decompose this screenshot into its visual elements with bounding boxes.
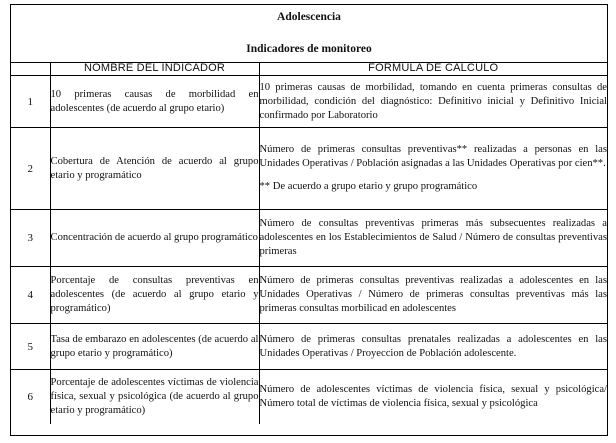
table-row <box>11 128 607 210</box>
formula-body: Número de primeras consultas prenatales realizadas a adolescentes en las Unidades Operativas / Proyeccion de Población adolescente. <box>259 333 607 359</box>
table-header-block <box>11 5 607 63</box>
formula-body: Número de primeras consultas preventivas** realizadas a personas en las Unidades Operativas / Población asignadas a las Unidades Operativas por cien**. <box>259 144 607 169</box>
formula-note: ** De acuerdo a grupo etario y grupo programático <box>259 181 478 192</box>
row-number: 1 <box>11 76 50 128</box>
column-header-number <box>11 62 50 76</box>
column-header-formula: FORMULA DE CALCULO <box>259 62 607 76</box>
indicator-name: Tasa de embarazo en adolescentes (de acuerdo al grupo etario y programático) <box>50 324 259 370</box>
column-header-indicator: NOMBRE DEL INDICADOR <box>50 62 259 76</box>
formula-text <box>259 370 607 424</box>
row-number: 2 <box>11 128 50 210</box>
indicators-table <box>11 62 607 424</box>
document-page <box>10 4 608 436</box>
indicator-name: Concentración de acuerdo al grupo programático <box>50 210 259 267</box>
formula-text <box>259 267 607 324</box>
row-number: 6 <box>11 370 50 424</box>
row-number: 3 <box>11 210 50 267</box>
indicator-name: 10 primeras causas de morbilidad en adolescentes (de acuerdo al grupo etario) <box>50 76 259 128</box>
row-number: 4 <box>11 267 50 324</box>
table-row <box>11 267 607 324</box>
table-row <box>11 76 607 128</box>
formula-body: Número de primeras consultas preventivas realizadas a adolescentes en las Unidades Operativas / Número de primeras consultas preventivas más las primeras consultas morbilicad en adolescentes <box>259 275 607 314</box>
section-title: Adolescencia <box>277 11 341 23</box>
formula-body: 10 primeras causas de morbilidad, tomando en cuenta primeras consultas de morbilidad, condición del diagnóstico: Definitivo inicial y Definitivo Inicial confirmado por Laboratorio <box>259 81 607 121</box>
formula-body: Número de adolescentes víctimas de violencia física, sexual y psicológica/ Número total de víctimas de violencia física, sexual y psicológica <box>259 383 607 409</box>
indicator-name: Cobertura de Atención de acuerdo al grupo etario y programático <box>50 128 259 210</box>
formula-body: Número de consultas preventivas primeras más subsecuentes realizadas a adolescentes en los Establecimientos de Salud / Número de consultas preventivas primeras <box>259 218 607 257</box>
section-subtitle: Indicadores de monitoreo <box>246 43 372 55</box>
formula-text <box>259 128 607 210</box>
table-row <box>11 370 607 424</box>
formula-text <box>259 76 607 128</box>
table-row <box>11 210 607 267</box>
row-number: 5 <box>11 324 50 370</box>
formula-text <box>259 324 607 370</box>
formula-text <box>259 210 607 267</box>
column-header-row <box>11 62 607 76</box>
indicator-name: Porcentaje de adolescentes víctimas de violencia física, sexual y psicológica (de acuerdo al grupo etario y programático) <box>50 370 259 424</box>
indicator-name: Porcentaje de consultas preventivas en adolescentes (de acuerdo al grupo etario y programático) <box>50 267 259 324</box>
table-row <box>11 324 607 370</box>
